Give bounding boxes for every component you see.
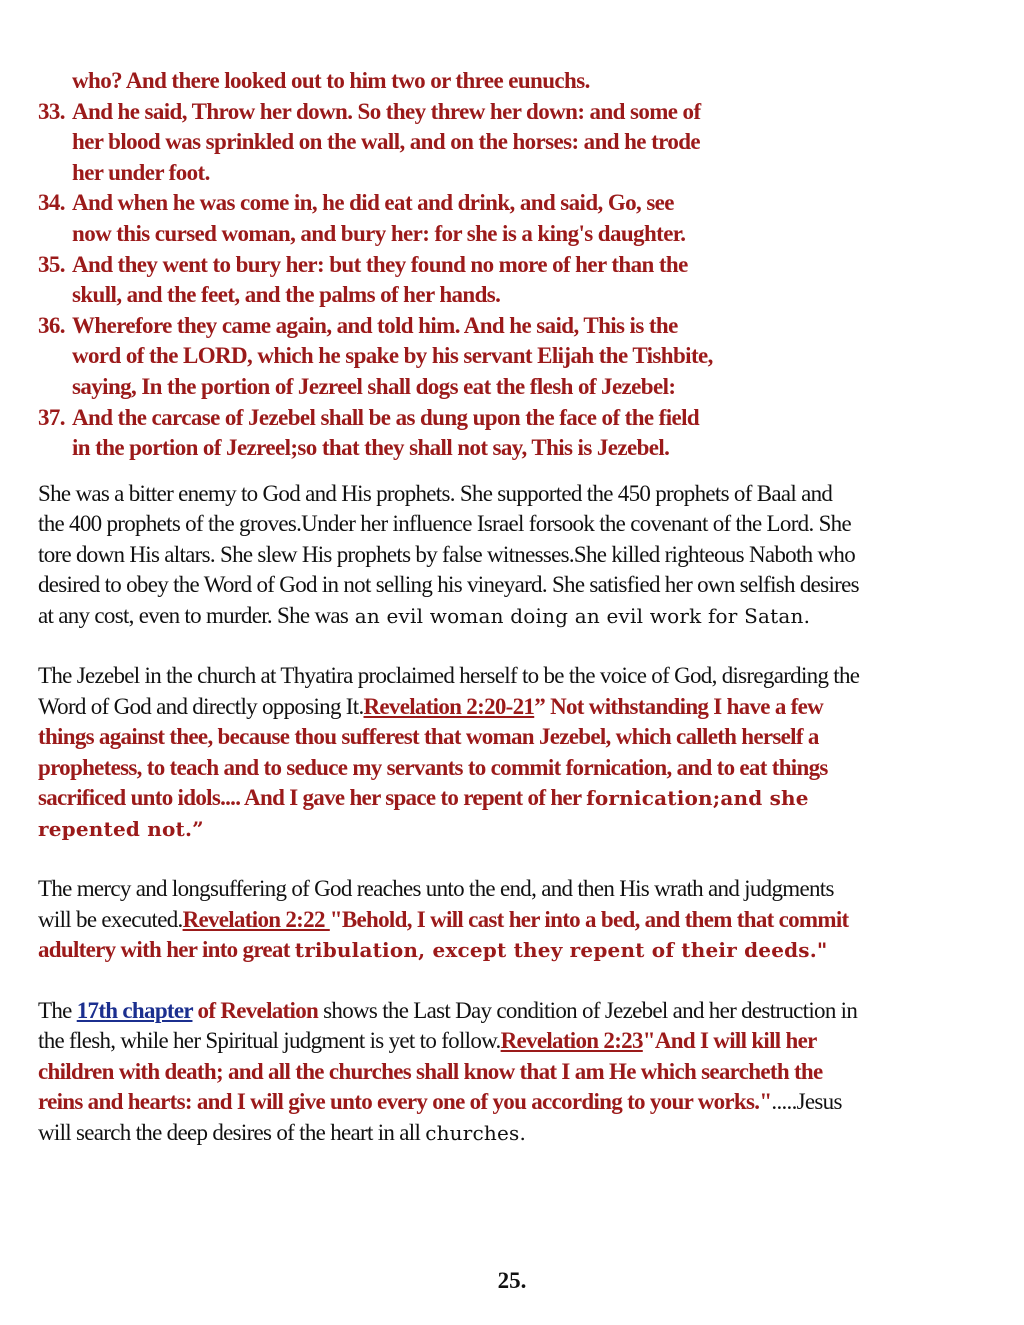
text-line: The Jezebel in the church at Thyatira proclaimed herself to be the voice of God, disregarding the: [38, 663, 860, 689]
verse-line: in the portion of Jezreel;so that they shall not say, This is Jezebel.: [72, 435, 670, 461]
quote-line: children with death; and all the churches shall know that I am He which searcheth the: [38, 1058, 823, 1084]
text-line: [38, 601, 988, 632]
verse-number: 35.: [38, 251, 65, 277]
verse-line: her blood was sprinkled on the wall, and on the horses: and he trode: [72, 129, 701, 155]
paragraph-mercy: [38, 874, 988, 966]
text-line: [38, 1087, 988, 1118]
text-line: [38, 905, 988, 936]
quote-text: tribulation, except they repent of their deeds.": [294, 938, 828, 963]
text-line: [38, 1026, 988, 1057]
text-run: will be executed.: [38, 906, 183, 932]
scripture-link-rev-2-22[interactable]: Revelation 2:22: [182, 906, 330, 932]
quote-text: "Behold, I will cast her into a bed, and them that commit: [329, 906, 849, 932]
text-line: [38, 692, 988, 723]
verse-line: And they went to bury her: but they found no more of her than the: [72, 251, 688, 277]
text-run: the flesh, while her Spiritual judgment is yet to follow.: [38, 1028, 501, 1054]
quote-text: sacrificed unto idols.... And I gave her space to repent of her: [38, 785, 587, 811]
verse-number: 37.: [38, 404, 65, 430]
verse-line: her under foot.: [72, 159, 210, 185]
page-number: 25.: [497, 1268, 527, 1293]
text-line: [38, 1118, 988, 1149]
quote-line: prophetess, to teach and to seduce my servants to commit fornication, and to eat things: [38, 754, 828, 780]
text-run: .....Jesus: [771, 1089, 842, 1115]
verse-35: [38, 250, 988, 311]
text-line: desired to obey the Word of God in not selling his vineyard. She satisfied her own selfish desires: [38, 572, 859, 598]
text-line: The mercy and longsuffering of God reaches unto the end, and then His wrath and judgments: [38, 876, 834, 902]
verse-continuation: [38, 66, 988, 97]
document-page: [38, 66, 988, 1148]
verse-37: [38, 403, 988, 464]
paragraph-revelation-17: [38, 996, 988, 1149]
quote-text: ” Not withstanding I have a few: [534, 693, 824, 719]
verse-line: Wherefore they came again, and told him. And he said, This is the: [72, 312, 678, 338]
verse-line: And the carcase of Jezebel shall be as dung upon the face of the field: [72, 404, 700, 430]
text-run: The: [38, 997, 77, 1023]
text-run: will search the deep desires of the heart in all: [38, 1119, 426, 1145]
quote-line: repented not.”: [38, 816, 204, 841]
text-line: the 400 prophets of the groves.Under her influence Israel forsook the covenant of the Lord. She: [38, 511, 851, 537]
quote-text: "And I will kill her: [642, 1028, 817, 1054]
verse-line: who? And there looked out to him two or three eunuchs.: [72, 68, 590, 93]
verse-line: And he said, Throw her down. So they threw her down: and some of: [72, 98, 701, 124]
text-line: tore down His altars. She slew His prophets by false witnesses.She killed righteous Naboth who: [38, 541, 856, 567]
verse-33: [38, 97, 988, 189]
verse-number: 34.: [38, 190, 65, 216]
quote-line: [38, 935, 988, 966]
chapter-link-17th[interactable]: 17th chapter: [76, 997, 193, 1023]
scripture-link-rev-2-20[interactable]: Revelation 2:20-21: [363, 693, 535, 719]
verse-line: word of the LORD, which he spake by his servant Elijah the Tishbite,: [72, 343, 713, 369]
scripture-block: [38, 66, 988, 464]
verse-line: saying, In the portion of Jezreel shall dogs eat the flesh of Jezebel:: [72, 373, 676, 399]
verse-line: now this cursed woman, and bury her: for she is a king's daughter.: [72, 220, 686, 246]
text-line: [38, 996, 988, 1027]
text-line: She was a bitter enemy to God and His prophets. She supported the 450 prophets of Baal and: [38, 480, 833, 506]
verse-line: skull, and the feet, and the palms of her hands.: [72, 282, 501, 308]
paragraph-jezebel-enemy: [38, 479, 988, 632]
verse-number: 36.: [38, 312, 65, 338]
quote-text: adultery with her into great: [38, 937, 295, 963]
text-run: of Revelation: [192, 997, 319, 1023]
scripture-link-rev-2-23[interactable]: Revelation 2:23: [500, 1028, 643, 1054]
quote-text: fornication;and she: [586, 786, 809, 811]
text-run: Word of God and directly opposing It.: [38, 693, 364, 719]
text-run: churches.: [425, 1120, 527, 1145]
quote-text: reins and hearts: and I will give unto every one of you according to your works.": [38, 1089, 772, 1115]
quote-line: things against thee, because thou sufferest that woman Jezebel, which calleth herself a: [38, 724, 819, 750]
paragraph-thyatira: [38, 661, 988, 844]
text-run: at any cost, even to murder. She was: [38, 602, 349, 628]
text-run: an evil woman doing an evil work for Satan.: [348, 603, 811, 628]
verse-36: [38, 311, 988, 403]
text-run: shows the Last Day condition of Jezebel and her destruction in: [318, 997, 858, 1023]
verse-line: And when he was come in, he did eat and drink, and said, Go, see: [72, 190, 674, 216]
verse-number: 33.: [38, 98, 65, 124]
quote-line: [38, 783, 988, 814]
verse-34: [38, 188, 988, 249]
